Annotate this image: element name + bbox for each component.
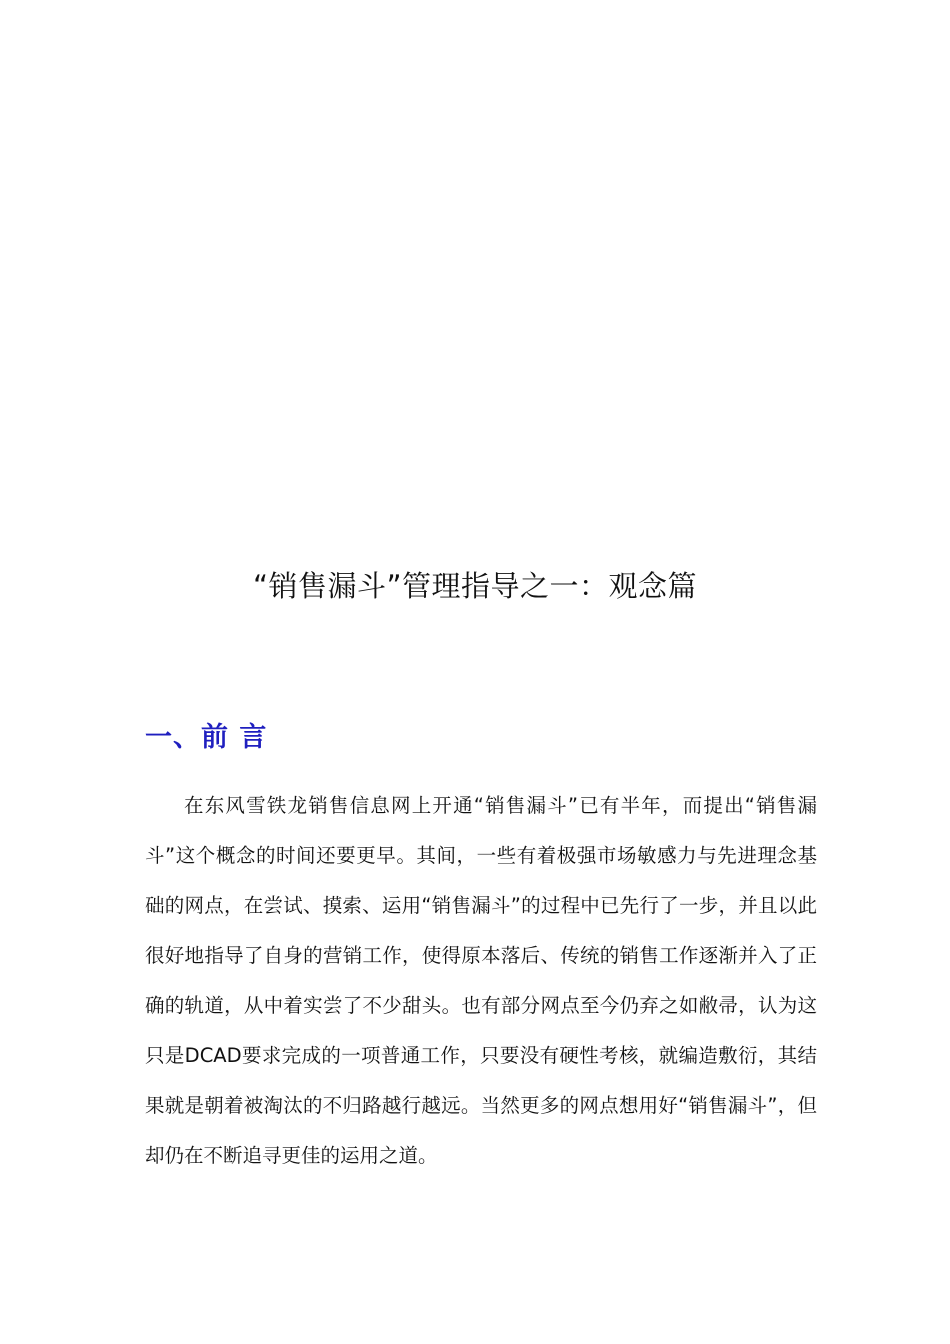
page-title: “销售漏斗”管理指导之一：观念篇 (252, 569, 698, 603)
section-heading: 一、前 言 (145, 722, 268, 753)
body-paragraph: 在东风雪铁龙销售信息网上开通“销售漏斗”已有半年，而提出“销售漏斗”这个概念的时间还要更早。其间，一些有着极强市场敏感力与先进理念基础的网点，在尝试、摸索、运用“销售漏斗”的过程中已先行了一步，并且以此很好地指导了自身的营销工作，使得原本落后、传统的销售工作逐渐并入了正确的轨道，从中着实尝了不少甜头。也有部分网点至今仍弃之如敝帚，认为这只是DCAD要求完成的一项普通工作，只要没有硬性考核，就编造敷衍，其结果就是朝着被淘汰的不归路越行越远。当然更多的网点想用好“销售漏斗”，但却仍在不断追寻更佳的运用之道。 (145, 794, 817, 1167)
